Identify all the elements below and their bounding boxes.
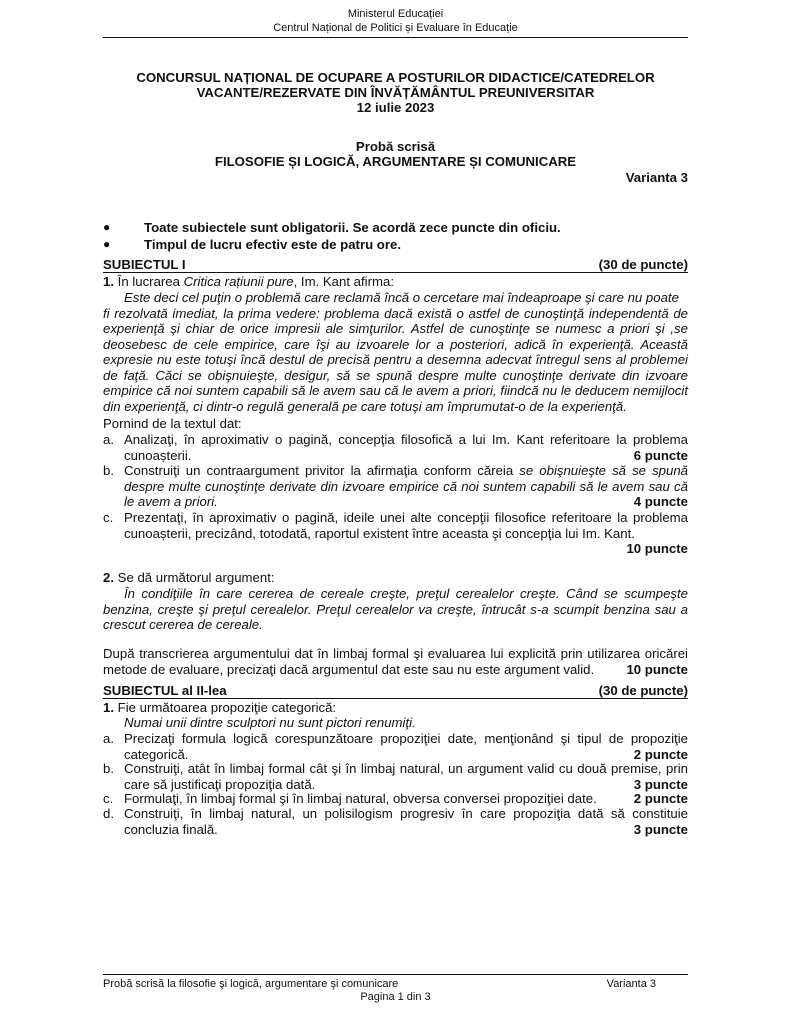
s1-q2-argument: În condiţiile în care cererea de cereale creşte, preţul cerealelor creşte. Când se scumpeşte benzina, creşte şi preţul cerealelor. Preţul cerealelor va creşte, întrucât s-a scumpit benzina sau a crescut cererea de cereale. [103, 586, 688, 632]
section-1-title: SUBIECTUL I [103, 257, 186, 272]
title-line2: VACANTE/REZERVATE DIN ÎNVĂȚĂMÂNTUL PREUNIVERSITAR [196, 85, 595, 100]
starting-text: Pornind de la textul dat: [103, 416, 242, 431]
header-center: Centrul Național de Politici și Evaluare în Educație [273, 22, 518, 34]
bullet-icon: ● [103, 237, 111, 251]
s2-item-a: a. Precizaţi formula logică corespunzătoare propoziţiei date, menţionând şi tipul de propoziţie categorică. 2 puncte [103, 731, 688, 762]
s2-c-points: 2 puncte [633, 791, 688, 806]
s1-item-c: c. Prezentaţi, în aproximativ o pagină, ideile unei alte concepţii filosofice referitoare la problema cunoașterii, precizând, totodată, raportul existent între aceasta şi concepţia lui Im. Kant. 10 puncte [103, 510, 688, 556]
s2-d-points: 3 puncte [633, 821, 688, 837]
categorical-proposition: Numai unii dintre sculptori nu sunt pictori renumiţi. [124, 715, 416, 730]
page-number: Pagina 1 din 3 [360, 991, 431, 1003]
header-ministry: Ministerul Educației [347, 8, 444, 20]
s2-q1-intro: 1. Fie următoarea propoziţie categorică: [103, 700, 337, 715]
s1-q2-points: 10 puncte [626, 661, 688, 677]
section-1-header [103, 257, 688, 273]
proba-label: Probă scrisă [355, 139, 436, 154]
s1-q1-intro: 1. În lucrarea Critica rațiunii pure, Im. Kant afirma: [103, 274, 394, 289]
section-2-points: (30 de puncte) [598, 683, 688, 698]
s1-item-a: a. Analizaţi, în aproximativ o pagină, concepţia filosofică a lui Im. Kant referitoare la problema cunoașterii. 6 puncte [103, 432, 688, 463]
bullet-icon: ● [103, 220, 111, 234]
kant-quote: Este deci cel puţin o problemă care reclamă încă o cercetare mai îndeaproape şi care nu poate fi rezolvată imediat, la prima vedere: problema dacă există o astfel de cunoştinţă independentă de experienţă şi chiar de orice impresii ale simţurilor. Astfel de cunoştinţe se numesc a priori şi ,se deosebesc de cele empirice, care îşi au izvoarele lor a posteriori, adică în experienţă. Această expresie nu este totuşi încă destul de precisă pentru a desemna adecvat întregul sens al problemei de faţă. Căci se obişnuieşte, desigur, să se spună despre multe cunoştinţe derivate din izvoare empirice că noi suntem capabili să le avem sau că le avem a priori, fiindcă nu le deducem nemijlocit din experienţă, ci dintr-o regulă generală pe care totuşi am împrumutat-o de la experienţă. [103, 290, 688, 414]
s2-item-d: d. Construiţi, în limbaj natural, un polisilogism progresiv în care propoziţia dată să constituie concluzia finală. 3 puncte [103, 806, 688, 837]
section-1-points: (30 de puncte) [598, 257, 688, 272]
s1-a-points: 6 puncte [633, 447, 688, 463]
s2-b-points: 3 puncte [633, 776, 688, 792]
header-divider [103, 37, 688, 38]
title-line1: CONCURSUL NAȚIONAL DE OCUPARE A POSTURILOR DIDACTICE/CATEDRELOR [136, 70, 655, 85]
s1-b-points: 4 puncte [633, 494, 688, 509]
variant-label: Varianta 3 [625, 170, 688, 185]
footer-left: Probă scrisă la filosofie şi logică, argumentare şi comunicare [103, 978, 399, 990]
s1-q2-task: După transcrierea argumentului dat în limbaj formal şi evaluarea lui explicită prin utilizarea oricărei metode de evaluare, precizaţi dacă argumentul dat este sau nu este argument valid. 10 puncte [103, 646, 688, 677]
s1-q2-intro: 2. Se dă următorul argument: [103, 570, 275, 585]
title-date: 12 iulie 2023 [356, 100, 435, 115]
s2-item-c: c. Formulaţi, în limbaj formal şi în limbaj natural, obversa conversei propoziţiei date. 2 puncte [103, 791, 688, 806]
s1-c-points: 10 puncte [626, 541, 688, 556]
section-2-title: SUBIECTUL al II-lea [103, 683, 227, 698]
footer-divider [103, 974, 688, 975]
s2-a-points: 2 puncte [633, 746, 688, 762]
footer-variant: Varianta 3 [606, 978, 656, 990]
s2-item-b: b. Construiţi, atât în limbaj formal cât şi în limbaj natural, un argument valid cu două premise, prin care să justificaţi propoziţia dată. 3 puncte [103, 761, 688, 792]
section-2-header [103, 683, 688, 699]
exam-subject: FILOSOFIE ȘI LOGICĂ, ARGUMENTARE ȘI COMUNICARE [214, 154, 577, 169]
s1-item-b: b. Construiţi un contraargument privitor la afirmaţia conform căreia se obişnuieşte să se spună despre multe cunoştinţe derivate din izvoare empirice că noi suntem capabili să le avem sau că le avem a priori. 4 puncte [103, 463, 689, 509]
